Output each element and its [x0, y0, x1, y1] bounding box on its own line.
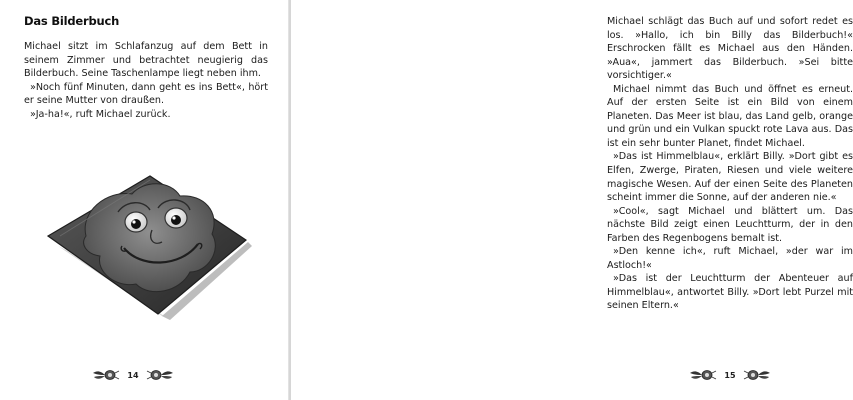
- paragraph: »Noch fünf Minuten, dann geht es ins Bett«, hört er seine Mutter von draußen.: [24, 81, 268, 107]
- paragraph: Michael nimmt das Buch und öffnet es erneut. Auf der ersten Seite ist ein Bild von einem Planeten. Das Meer ist blau, das Land gelb, orange und grün und ein Vulkan spuckt rote Lava aus. Das ist ein sehr bunter Planet, findet Michael.: [607, 83, 853, 149]
- page-number: 15: [724, 370, 736, 380]
- paragraph: »Ja-ha!«, ruft Michael zurück.: [30, 108, 171, 120]
- paragraph: Michael sitzt im Schlafanzug auf dem Bett in seinem Zimmer und betrachtet neugierig das Bilderbuch. Seine Taschenlampe liegt neben ihm.: [24, 41, 268, 80]
- right-page-text: [607, 15, 853, 313]
- winged-ornament-icon: [92, 368, 120, 382]
- paragraph: »Den kenne ich«, ruft Michael, »der war im Astloch!«: [607, 246, 853, 271]
- folio-left: [92, 367, 174, 383]
- paragraph: »Cool«, sagt Michael und blättert um. Das nächste Bild zeigt einen Leuchtturm, der in den Farben des Regenbogens bemalt ist.: [607, 205, 853, 244]
- left-page-text: [24, 40, 268, 121]
- winged-ornament-icon: [689, 368, 717, 382]
- winged-ornament-icon: [146, 368, 174, 382]
- winged-ornament-icon: [743, 368, 771, 382]
- talking-picture-book-icon: [40, 150, 254, 324]
- page-number: 14: [127, 370, 139, 380]
- paragraph: »Das ist der Leuchtturm der Abenteuer auf Himmelblau«, antwortet Billy. »Dort lebt Purzel mit seinen Eltern.«: [607, 273, 853, 312]
- left-page: [0, 0, 289, 400]
- paragraph: Michael schlägt das Buch auf und sofort redet es los. »Hallo, ich bin Billy das Bilderbuch!« Erschrocken fällt es Michael aus den Händen. »Aua«, jammert das Bilderbuch. »Sei bitte vorsichtiger.«: [607, 16, 853, 82]
- right-page: [291, 0, 853, 400]
- paragraph: »Das ist Himmelblau«, erklärt Billy. »Dort gibt es Elfen, Zwerge, Piraten, Riesen und viele weitere magische Wesen. Auf der einen Seite des Planeten scheint immer die Sonne, auf der anderen nie.«: [607, 151, 853, 204]
- chapter-title: Das Bilderbuch: [24, 14, 120, 28]
- folio-right: [689, 367, 771, 383]
